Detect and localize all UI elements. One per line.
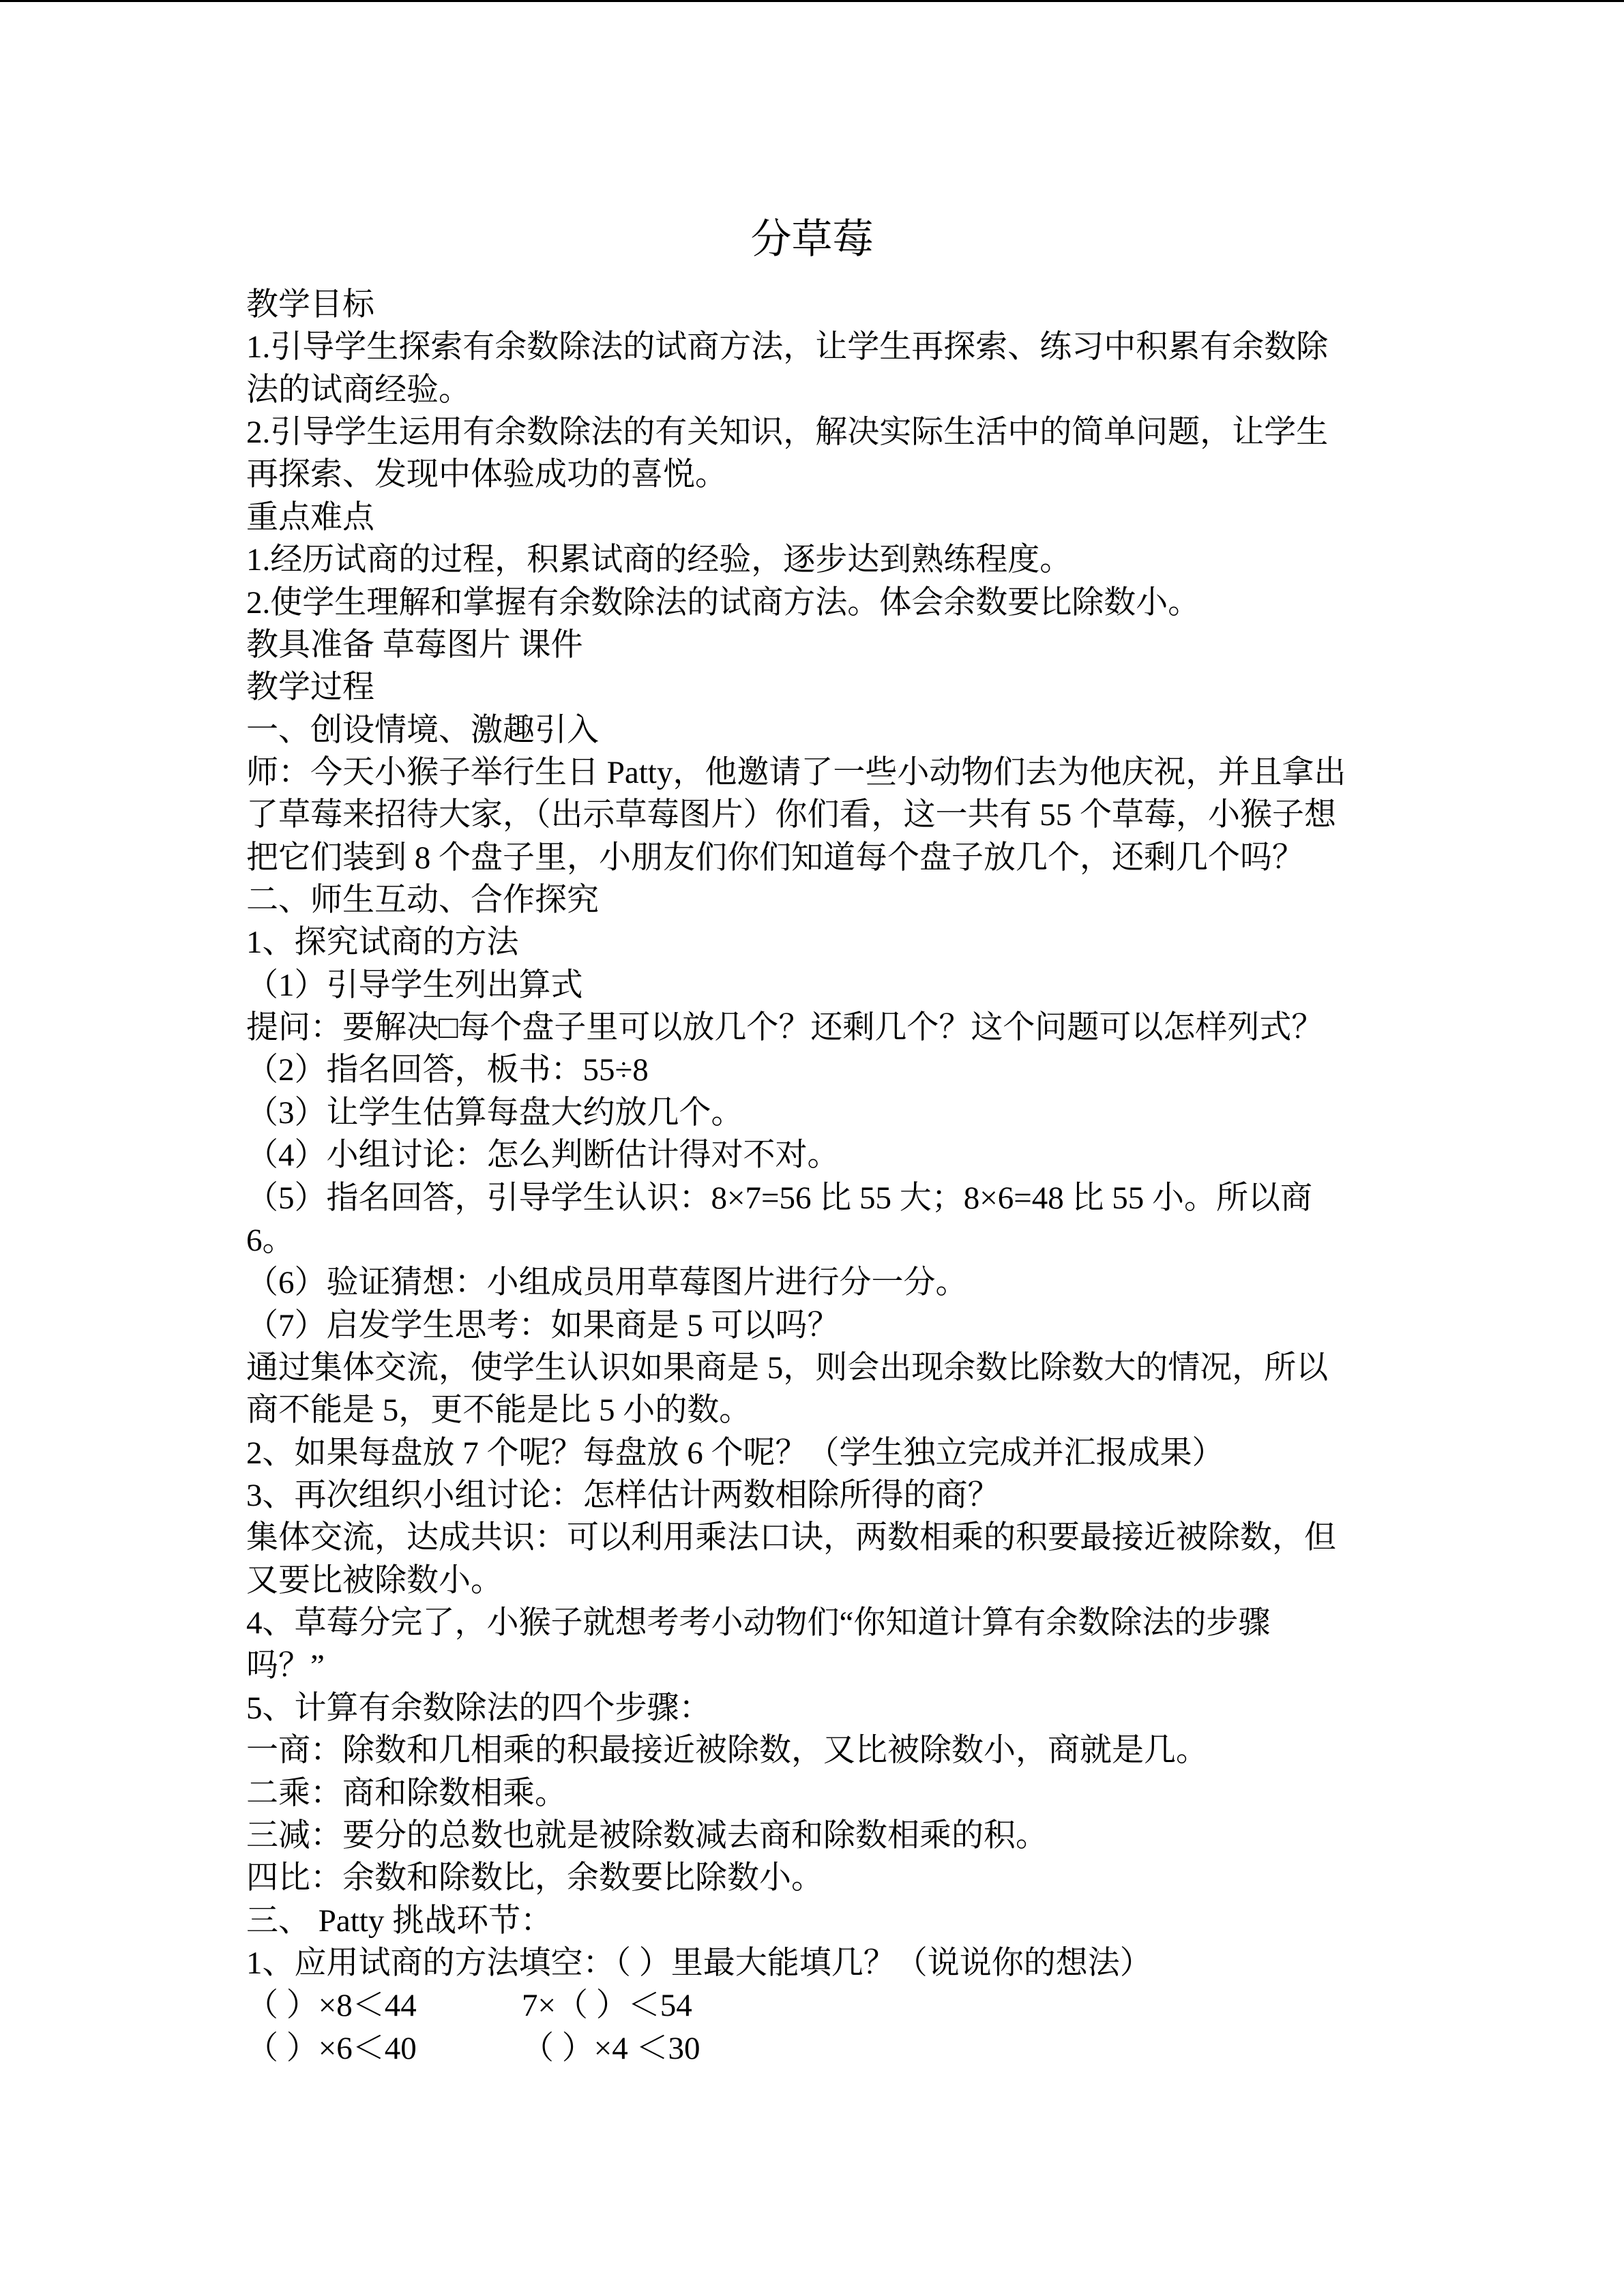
body-line: （2）指名回答，板书：55÷8 [246, 1052, 649, 1088]
goal-line: 2.引导学生运用有余数除法的有关知识，解决实际生活中的简单问题，让学生 [246, 415, 1329, 451]
subsection-heading: 4、草莓分完了，小猴子就想考考小动物们“你知道计算有余数除法的步骤 [246, 1605, 1271, 1641]
teaching-aids-line: 教具准备 草莓图片 课件 [246, 627, 583, 663]
body-line: 又要比被除数小。 [246, 1562, 503, 1598]
body-line: （7）启发学生思考：如果商是 5 可以吗？ [246, 1307, 840, 1343]
step-line: 四比：余数和除数比，余数要比除数小。 [246, 1860, 823, 1896]
key-point-line: 2.使学生理解和掌握有余数除法的试商方法。体会余数要比除数小。 [246, 584, 1200, 621]
step-line: 三减：要分的总数也就是被除数减去商和除数相乘的积。 [246, 1817, 1048, 1853]
body-line: 商不能是 5，更不能是比 5 小的数。 [246, 1392, 752, 1429]
exercise-row [246, 1984, 1542, 2027]
teacher-script-line: 把它们装到 8 个盘子里，小朋友们你们知道每个盘子放几个，还剩几个吗？ [246, 839, 1304, 876]
subsection-heading: 2、如果每盘放 7 个呢？每盘放 6 个呢？（学生独立完成并汇报成果） [246, 1435, 1224, 1471]
key-point-line: 1.经历试商的过程，积累试商的经验，逐步达到熟练程度。 [246, 542, 1072, 578]
document-title: 分草莓 [750, 217, 874, 262]
exercise-row [246, 2027, 1542, 2070]
exercise-instruction: 1、应用试商的方法填空：（ ）里最大能填几？（说说你的想法） [246, 1945, 1152, 1982]
body-line: （1）引导学生列出算式 [246, 967, 583, 1003]
section-heading-key-points: 重点难点 [246, 499, 374, 535]
step-line: 二乘：商和除数相乘。 [246, 1775, 567, 1811]
section-heading-teaching-process: 教学过程 [246, 670, 374, 706]
body-line: 6。 [246, 1222, 295, 1258]
goal-line: 法的试商经验。 [246, 372, 471, 408]
step-line: 一商：除数和几相乘的积最接近被除数，又比被除数小，商就是几。 [246, 1733, 1208, 1769]
body-line: 吗？” [246, 1648, 325, 1684]
body-line: （4）小组讨论：怎么判断估计得对不对。 [246, 1137, 840, 1174]
teacher-script-line: 师：今天小猴子举行生日 Patty，他邀请了一些小动物们去为他庆祝，并且拿出 [246, 754, 1346, 790]
subsection-heading: 5、计算有余数除法的四个步骤： [246, 1690, 711, 1726]
subsection-heading: 3、再次组织小组讨论：怎样估计两数相除所得的商？ [246, 1478, 1000, 1514]
goal-line: 1.引导学生探索有余数除法的试商方法，让学生再探索、练习中积累有余数除 [246, 329, 1329, 366]
exercise-item: 7×（ ）＜54 [522, 1988, 692, 2024]
subsection-heading: 1、探究试商的方法 [246, 925, 519, 961]
body-line: 通过集体交流，使学生认识如果商是 5，则会出现余数比除数大的情况，所以 [246, 1350, 1329, 1386]
process-step-heading: 三、 Patty 挑战环节： [246, 1903, 553, 1939]
body-line: （5）指名回答，引导学生认识：8×7=56 比 55 大；8×6=48 比 55 小。所以商 [246, 1180, 1313, 1216]
teacher-script-line: 了草莓来招待大家，（出示草莓图片）你们看，这一共有 55 个草莓，小猴子想 [246, 797, 1336, 833]
goal-line: 再探索、发现中体验成功的喜悦。 [246, 457, 727, 493]
process-step-heading: 二、师生互动、合作探究 [246, 882, 599, 919]
exercise-item: （ ）×6＜40 [246, 2030, 417, 2066]
process-step-heading: 一、创设情境、激趣引入 [246, 712, 599, 748]
document-body [246, 284, 1542, 2070]
exercise-item: （ ）×8＜44 [246, 1988, 417, 2024]
body-line: 集体交流，达成共识：可以利用乘法口诀，两数相乘的积要最接近被除数，但 [246, 1520, 1336, 1556]
body-line: （3）让学生估算每盘大约放几个。 [246, 1094, 743, 1131]
exercise-item: （ ）×4 ＜30 [522, 2030, 700, 2066]
body-line: 提问：要解决□每个盘子里可以放几个？还剩几个？这个问题可以怎样列式？ [246, 1010, 1324, 1046]
section-heading-teaching-goals: 教学目标 [246, 287, 374, 323]
body-line: （6）验证猜想：小组成员用草莓图片进行分一分。 [246, 1265, 968, 1301]
